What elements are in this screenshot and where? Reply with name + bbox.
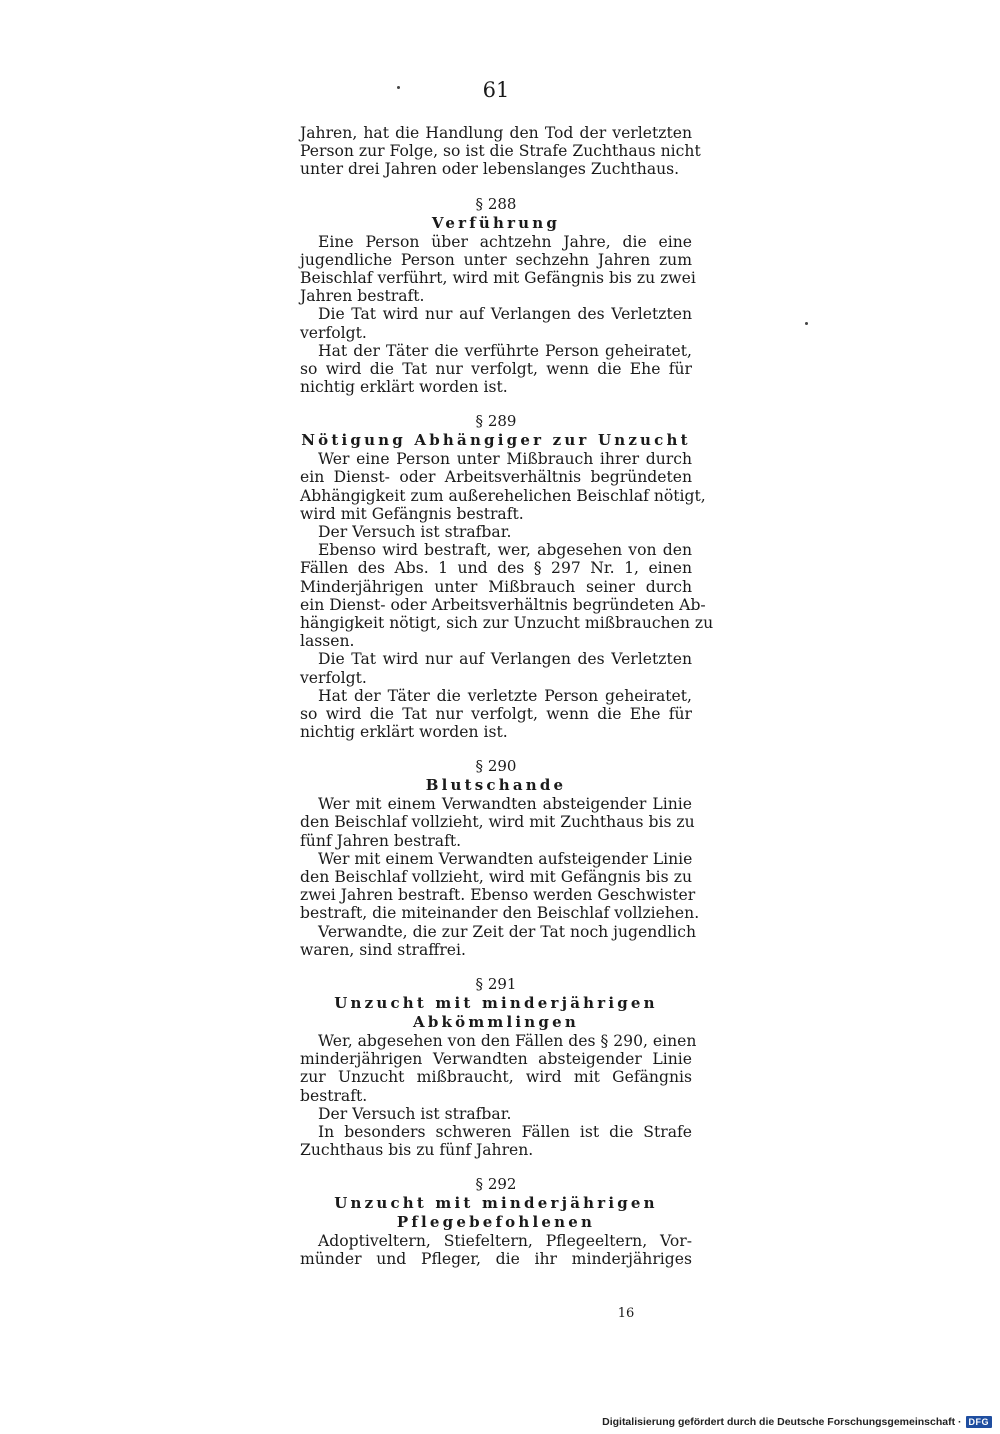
section-number: § 290 (475, 757, 517, 776)
text-line: ein Dienst- oder Arbeitsverhältnis begründeten (300, 468, 692, 487)
section-number: § 289 (475, 412, 517, 431)
section-290 (300, 757, 700, 959)
text-line: münder und Pfleger, die ihr minderjähriges (300, 1250, 692, 1269)
section-291 (300, 974, 697, 1160)
sections-container (300, 194, 714, 1269)
signature-mark (300, 1306, 692, 1322)
document-page (300, 0, 714, 1434)
text-line: Wer, abgesehen von den Fällen des § 290, einen (318, 1031, 697, 1050)
scan-speck (805, 322, 808, 325)
section-title: Unzucht mit minderjährigen (334, 1194, 658, 1213)
text-line: zur Unzucht mißbraucht, wird mit Gefängnis (300, 1068, 692, 1087)
text-line: Wer eine Person unter Mißbrauch ihrer durch (318, 450, 692, 469)
text-line: wird mit Gefängnis bestraft. (300, 504, 524, 523)
text-line: Person zur Folge, so ist die Strafe Zuchthaus nicht (300, 142, 701, 161)
text-line: ein Dienst- oder Arbeitsverhältnis begründeten Ab- (300, 595, 706, 614)
text-line: Wer mit einem Verwandten absteigender Linie (318, 795, 692, 814)
text-line: unter drei Jahren oder lebenslanges Zuchthaus. (300, 160, 680, 179)
section-number: § 288 (475, 194, 517, 213)
text-line: Zuchthaus bis zu fünf Jahren. (300, 1141, 534, 1160)
text-column (300, 124, 714, 1269)
text-line: Jahren bestraft. (300, 287, 425, 306)
text-line: waren, sind straffrei. (300, 940, 466, 959)
section-title: Unzucht mit minderjährigen (334, 993, 658, 1012)
intro-paragraph (300, 124, 701, 179)
section-title: Verführung (431, 213, 561, 232)
text-line: Jahren, hat die Handlung den Tod der verletzten (300, 124, 692, 142)
text-line: verfolgt. (300, 323, 367, 342)
text-line: hängigkeit nötigt, sich zur Unzucht mißbrauchen zu (300, 613, 714, 632)
section-289 (300, 412, 714, 742)
text-line: Hat der Täter die verführte Person geheiratet, (318, 341, 692, 360)
section-number: § 292 (475, 1175, 517, 1194)
text-line: Fällen des Abs. 1 und des § 297 Nr. 1, einen (300, 559, 692, 578)
signature-mark-text: 16 (617, 1306, 635, 1321)
text-line: nichtig erklärt worden ist. (300, 723, 508, 742)
text-line: jugendliche Person unter sechzehn Jahren zum (300, 250, 692, 269)
text-line: Verwandte, die zur Zeit der Tat noch jugendlich (318, 922, 697, 941)
text-line: den Beischlaf vollzieht, wird mit Gefängnis bis zu (300, 868, 692, 886)
section-title: Abkömmlingen (413, 1012, 579, 1031)
text-line: lassen. (300, 632, 355, 651)
text-line: Ebenso wird bestraft, wer, abgesehen von den (318, 541, 692, 560)
text-line: Die Tat wird nur auf Verlangen des Verletzten (318, 305, 692, 324)
text-line: so wird die Tat nur verfolgt, wenn die Ehe für (300, 704, 692, 723)
text-line: bestraft. (300, 1086, 368, 1105)
text-line: bestraft, die miteinander den Beischlaf vollziehen. (300, 904, 700, 923)
text-line: Eine Person über achtzehn Jahre, die eine (318, 232, 692, 251)
text-line: Hat der Täter die verletzte Person geheiratet, (318, 686, 692, 705)
text-line: Beischlaf verführt, wird mit Gefängnis bis zu zwei (300, 268, 696, 287)
text-line: Minderjährigen unter Mißbrauch seiner durch (300, 577, 692, 596)
section-title: Nötigung Abhängiger zur Unzucht (301, 431, 691, 450)
digitization-footer (602, 1416, 992, 1428)
text-line: In besonders schweren Fällen ist die Strafe (318, 1122, 692, 1141)
text-line: Wer mit einem Verwandten aufsteigender Linie (318, 849, 693, 868)
text-line: so wird die Tat nur verfolgt, wenn die Ehe für (300, 359, 692, 378)
text-line: Abhängigkeit zum außerehelichen Beischlaf nötigt, (300, 486, 706, 505)
text-line: den Beischlaf vollzieht, wird mit Zuchthaus bis zu (300, 813, 695, 832)
section-288 (300, 194, 696, 397)
section-title: Pflegebefohlenen (396, 1213, 596, 1232)
text-line: Die Tat wird nur auf Verlangen des Verletzten (318, 650, 692, 669)
page-number: 61 (482, 78, 510, 102)
text-line: fünf Jahren bestraft. (300, 831, 462, 850)
dfg-logo: DFG (966, 1416, 993, 1428)
text-line: nichtig erklärt worden ist. (300, 378, 508, 397)
text-line: Der Versuch ist strafbar. (318, 1104, 512, 1123)
footer-text: Digitalisierung gefördert durch die Deutsche Forschungsgemeinschaft · (602, 1416, 962, 1428)
text-line: verfolgt. (300, 668, 367, 687)
text-line: zwei Jahren bestraft. Ebenso werden Geschwister (300, 886, 696, 905)
section-number: § 291 (475, 974, 517, 993)
section-292 (300, 1175, 692, 1268)
text-line: Adoptiveltern, Stiefeltern, Pflegeeltern, Vor- (318, 1232, 692, 1251)
text-line: minderjährigen Verwandten absteigender Linie (300, 1050, 692, 1069)
scan-speck (397, 86, 400, 89)
text-line: Der Versuch ist strafbar. (318, 523, 512, 541)
section-title: Blutschande (425, 776, 567, 795)
